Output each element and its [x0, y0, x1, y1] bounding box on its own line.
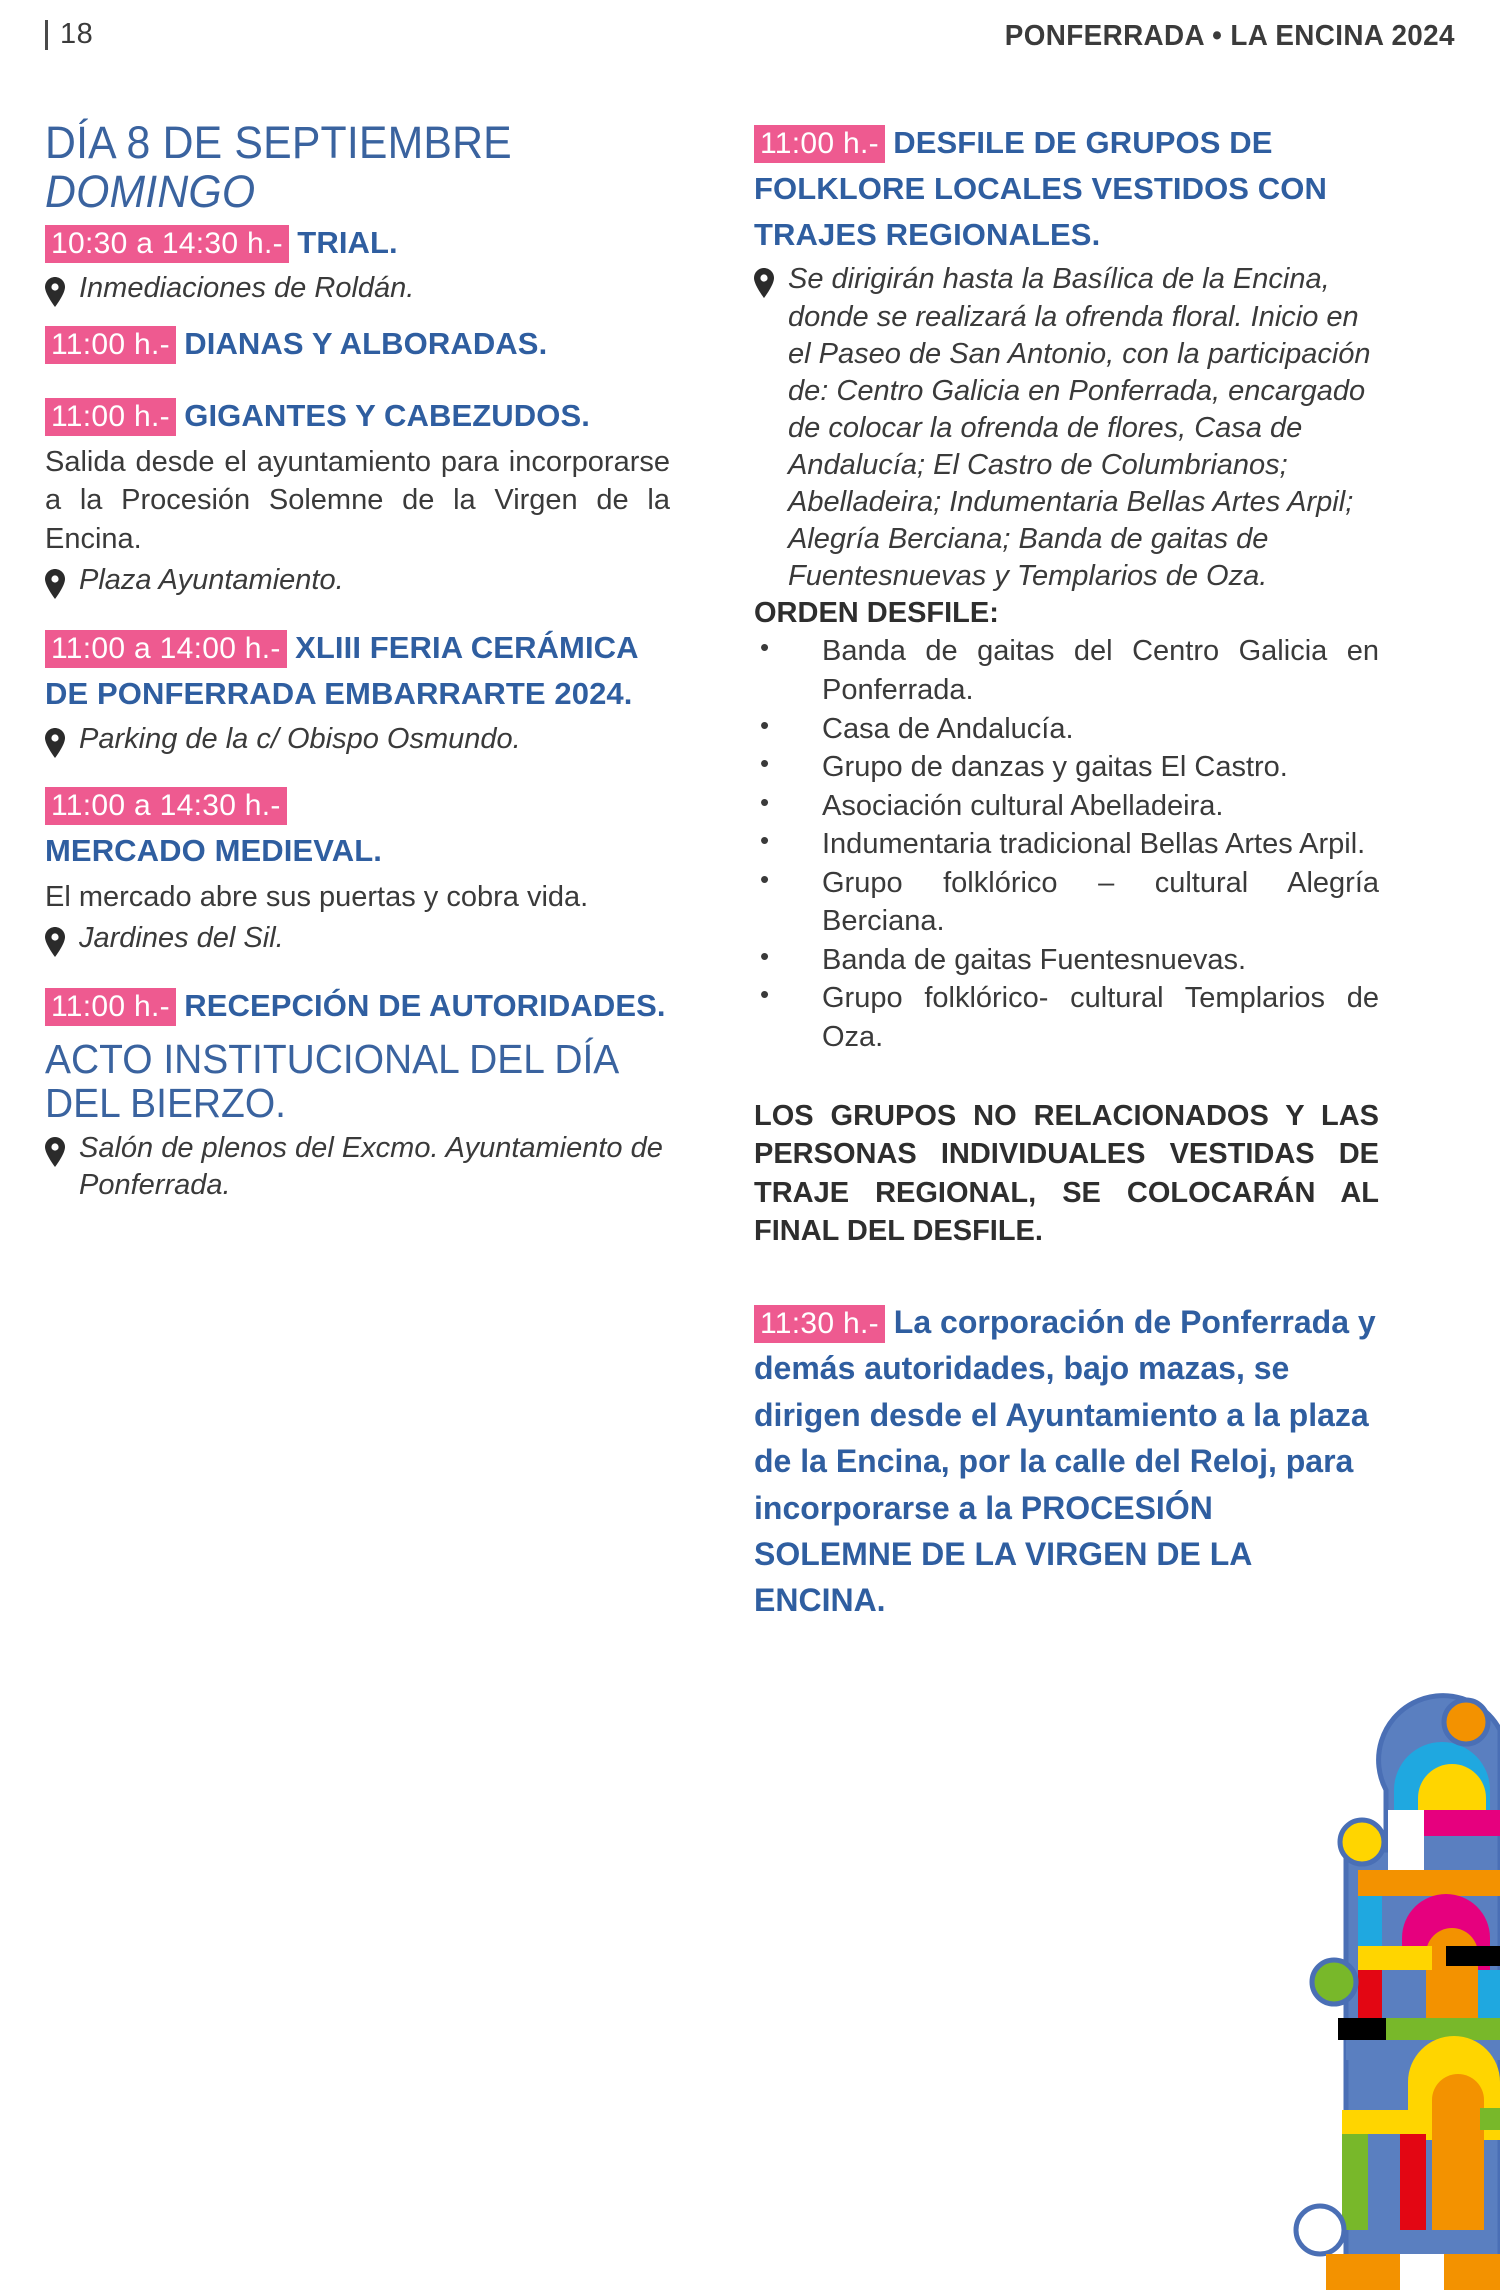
event-headline: [45, 983, 670, 1029]
corporation-text: La corporación de Ponferrada y demás autoridades, bajo mazas, se dirigen desde el Ayuntamiento a la plaza de la Encina, por la calle del Reloj, para incorporarse a la PROCESIÓN SOLEMNE DE LA VIRGEN DE LA ENCINA.: [754, 1303, 1376, 1619]
location-pin-icon: [45, 728, 65, 758]
event-location: [45, 1130, 670, 1204]
list-item: • Banda de gaitas del Centro Galicia en Ponferrada.: [754, 632, 1379, 709]
tower-dome-arc-yellow: [1418, 1764, 1486, 1816]
tower-base-orange: [1326, 2254, 1400, 2290]
tower-knob-green: [1312, 1960, 1356, 2004]
event-headline: [45, 625, 670, 717]
event-corporacion: [754, 1299, 1379, 1624]
list-item: • Grupo folklórico – cultural Alegría Berciana.: [754, 864, 1379, 941]
tower-arch-orange-lower: [1432, 2074, 1484, 2230]
event-desfile-folklore: [754, 120, 1379, 1251]
tower-stripe-red: [1358, 1970, 1382, 2032]
event-location-text: Jardines del Sil.: [79, 922, 284, 955]
day-title-weekday: DOMINGO: [45, 166, 256, 217]
event-location-text: Inmediaciones de Roldán.: [79, 271, 415, 304]
parade-note: LOS GRUPOS NO RELACIONADOS Y LAS PERSONAS INDIVIDUALES VESTIDAS DE TRAJE REGIONAL, SE COLOCARÁN AL FINAL DEL DESFILE.: [754, 1099, 1379, 1248]
tower-arch-magenta: [1402, 1894, 1490, 1970]
location-pin-icon: [45, 1137, 65, 1167]
tower-stripe-cyan-right: [1478, 1970, 1500, 2032]
event-location: [45, 562, 670, 599]
tower-band-yellow-mid: [1358, 1946, 1432, 1970]
event-title: DIANAS Y ALBORADAS.: [184, 325, 548, 361]
location-pin-icon: [754, 268, 774, 298]
location-pin-icon: [45, 569, 65, 599]
list-item: • Asociación cultural Abelladeira.: [754, 787, 1379, 826]
content-columns: [45, 117, 1455, 1650]
event-dianas: [45, 321, 670, 367]
event-title: RECEPCIÓN DE AUTORIDADES.: [184, 988, 666, 1024]
tower-knob-yellow: [1340, 1820, 1384, 1864]
tower-band-black-left: [1338, 2018, 1386, 2040]
event-subtitle: ACTO INSTITUCIONAL DEL DÍA DEL BIERZO.: [45, 1036, 618, 1127]
tower-stripe-green-lower: [1342, 2134, 1368, 2230]
event-title: DESFILE DE GRUPOS DE FOLKLORE LOCALES VESTIDOS CON TRAJES REGIONALES.: [754, 125, 1327, 252]
event-location-text: Salón de plenos del Excmo. Ayuntamiento de Ponferrada.: [79, 1131, 663, 1201]
event-location: [45, 920, 670, 957]
location-pin-icon: [45, 277, 65, 307]
list-item: • Banda de gaitas Fuentesnuevas.: [754, 941, 1379, 980]
day-title: [45, 117, 639, 217]
tower-arch-orange: [1426, 1928, 1478, 2030]
event-time-badge: 11:00 a 14:30 h.-: [45, 787, 287, 825]
event-headline: [754, 1299, 1379, 1624]
running-head-title: PONFERRADA • LA ENCINA 2024: [1004, 20, 1455, 52]
folio-number: 18: [60, 18, 94, 50]
event-time-badge: 11:00 h.-: [754, 125, 885, 163]
event-title: TRIAL.: [297, 225, 398, 260]
tower-band-steel: [1346, 2040, 1500, 2060]
right-column: [754, 120, 1379, 1650]
event-feria-ceramica: [45, 625, 670, 758]
list-item: • Grupo folklórico- cultural Templarios de Oza.: [754, 979, 1379, 1056]
event-gigantes-cabezudos: [45, 393, 670, 600]
event-trial: [45, 220, 670, 307]
event-headline: [45, 321, 670, 367]
tower-band-green: [1386, 2018, 1500, 2040]
event-headline: [45, 220, 670, 266]
event-headline: [754, 120, 1379, 257]
running-head: [45, 18, 1455, 62]
event-mercado-medieval: [45, 784, 670, 957]
event-title: MERCADO MEDIEVAL.: [45, 832, 382, 868]
tower-window-white: [1388, 1810, 1424, 1872]
event-time-badge: 11:00 h.-: [45, 988, 176, 1026]
tower-dome-arc-blue: [1394, 1742, 1490, 1810]
tower-band-yellow-lower: [1342, 2110, 1432, 2134]
tower-arch-yellow-lower: [1408, 2036, 1500, 2140]
orden-desfile-list: [754, 632, 1379, 1056]
tower-stripe-steel-lower: [1368, 2134, 1400, 2230]
list-item: • Grupo de danzas y gaitas El Castro.: [754, 748, 1379, 787]
event-recepcion-autoridades: [45, 983, 670, 1204]
tower-band-green-right: [1480, 2108, 1500, 2130]
left-column: [45, 117, 670, 1650]
event-title: GIGANTES Y CABEZUDOS.: [184, 397, 590, 433]
tower-band-magenta-top: [1424, 1810, 1500, 1836]
event-location: [45, 721, 670, 758]
event-description: El mercado abre sus puertas y cobra vida.: [45, 880, 589, 913]
tower-band-orange: [1358, 1870, 1500, 1896]
event-title: XLIII FERIA CERÁMICA DE PONFERRADA EMBARRARTE 2024.: [45, 630, 638, 712]
tower-stripe-cyan: [1358, 1896, 1382, 2006]
event-time-badge: 11:00 h.-: [45, 326, 176, 364]
decorative-tower-illustration: [1290, 1670, 1500, 2290]
tower-base-white: [1400, 2254, 1444, 2290]
day-title-date: DÍA 8 DE SEPTIEMBRE: [45, 117, 512, 168]
list-item: • Indumentaria tradicional Bellas Artes Arpil.: [754, 825, 1379, 864]
tower-knob-white: [1296, 2206, 1344, 2254]
event-headline: [45, 393, 670, 439]
event-description: Salida desde el ayuntamiento para incorporarse a la Procesión Solemne de la Virgen de la Encina.: [45, 445, 670, 555]
event-location-text: Plaza Ayuntamiento.: [79, 564, 344, 597]
event-location: [45, 270, 670, 307]
event-time-badge: 10:30 a 14:30 h.-: [45, 225, 289, 263]
tower-body: [1346, 1696, 1500, 2290]
event-time-badge: 11:00 h.-: [45, 398, 176, 436]
tower-finial-circle: [1444, 1700, 1488, 1744]
event-location-text: Se dirigirán hasta la Basílica de la Encina, donde se realizará la ofrenda floral. Inicio en el Paseo de San Antonio, con la participación de: Centro Galicia en Ponferrada, encargado de colocar la ofrenda de flores, Casa de Andalucía; El Castro de Columbrianos; Abelladeira; Indumentaria Bellas Artes Arpil; Alegría Berciana; Banda de gaitas de Fuentesnuevas y Templarios de Oza.: [788, 263, 1371, 593]
event-headline: [45, 784, 670, 874]
event-location: [754, 261, 1379, 595]
tower-base-orange-right: [1444, 2254, 1500, 2290]
event-time-badge: 11:30 h.-: [754, 1305, 885, 1343]
event-time-badge: 11:00 a 14:00 h.-: [45, 630, 287, 668]
folio-rule-icon: [45, 20, 48, 50]
orden-desfile-label: ORDEN DESFILE:: [754, 597, 999, 630]
tower-stripe-red-lower: [1400, 2134, 1426, 2230]
location-pin-icon: [45, 927, 65, 957]
tower-band-black-right: [1446, 1946, 1500, 1966]
event-location-text: Parking de la c/ Obispo Osmundo.: [79, 722, 521, 755]
list-item: • Casa de Andalucía.: [754, 710, 1379, 749]
page-folio: [45, 18, 93, 51]
